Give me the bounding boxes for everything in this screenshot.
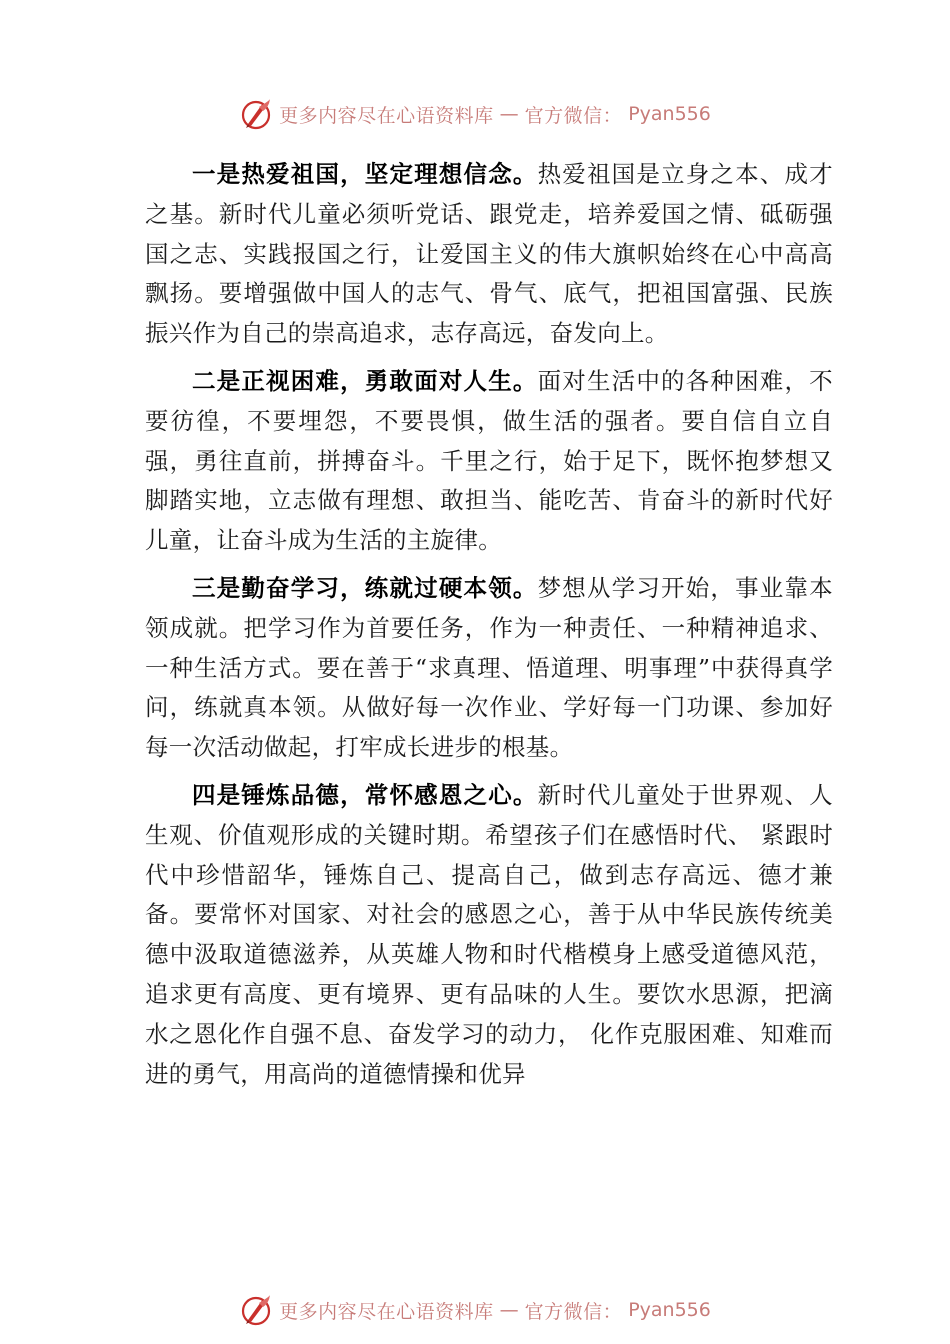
watermark-site-text: 更多内容尽在心语资料库 (279, 1300, 494, 1323)
watermark-wechat-label: 官方微信： (524, 104, 623, 127)
paragraph-4 (145, 776, 833, 1094)
paragraph-1-body: 热爱祖国是立身之本、成才之基。新时代儿童必须听党话、跟党走，培养爱国之情、砥砺强国之志、实践报国之行，让爱国主义的伟大旗帜始终在心中高高飘扬。要增强做中国人的志气、骨气、底气，把祖国富强、民族振兴作为自己的崇高追求，志存高远，奋发向上。 (145, 160, 833, 348)
watermark-separator: — (499, 1299, 519, 1321)
quill-pen-logo-icon (239, 1293, 273, 1327)
paragraph-3-body: 梦想从学习开始，事业靠本领成就。把学习作为首要任务，作为一种责任、一种精神追求、一种生活方式。要在善于“求真理、悟道理、明事理”中获得真学问，练就真本领。从做好每一次作业、学好每一门功课、参加好每一次活动做起，打牢成长进步的根基。 (145, 573, 833, 762)
paragraph-2-lead: 二是正视困难，勇敢面对人生。 (192, 366, 538, 395)
watermark-wechat-label: 官方微信： (524, 1300, 623, 1323)
quill-pen-logo-icon (239, 97, 273, 131)
paragraph-4-lead: 四是锤炼品德，常怀感恩之心。 (192, 780, 538, 809)
paragraph-2 (145, 362, 833, 561)
watermark-separator: — (499, 103, 519, 125)
paragraph-3-lead: 三是勤奋学习，练就过硬本领。 (192, 573, 538, 602)
paragraph-2-body: 面对生活中的各种困难，不要彷徨，不要埋怨，不要畏惧，做生活的强者。要自信自立自强，勇往直前，拼搏奋斗。千里之行，始于足下，既怀抱梦想又脚踏实地，立志做有理想、敢担当、能吃苦、肯奋斗的新时代好儿童，让奋斗成为生活的主旋律。 (145, 366, 833, 555)
paragraph-3 (145, 569, 833, 768)
paragraph-1-lead: 一是热爱祖国，坚定理想信念。 (192, 160, 538, 188)
paragraph-4-body: 新时代儿童处于世界观、人生观、价值观形成的关键时期。希望孩子们在感悟时代、 紧跟时代中珍惜韶华，锤炼自己、提高自己，做到志存高远、德才兼备。要常怀对国家、对社会的感恩之心，善于从中华民族传统美德中汲取道德滋养，从英雄人物和时代楷模身上感受道德风范，追求更有高度、更有境界、更有品味的人生。要饮水思源，把滴水之恩化作自强不息、奋发学习的动力， 化作克服困难、知难而进的勇气，用高尚的道德情操和优异 (145, 780, 833, 1088)
footer-watermark (0, 1290, 950, 1330)
header-watermark (0, 94, 950, 134)
paragraph-1 (145, 155, 833, 354)
document-body (145, 155, 833, 1102)
watermark-wechat-id: Pyan556 (628, 1299, 711, 1321)
watermark-wechat-id: Pyan556 (628, 103, 711, 125)
watermark-site-text: 更多内容尽在心语资料库 (279, 104, 494, 127)
